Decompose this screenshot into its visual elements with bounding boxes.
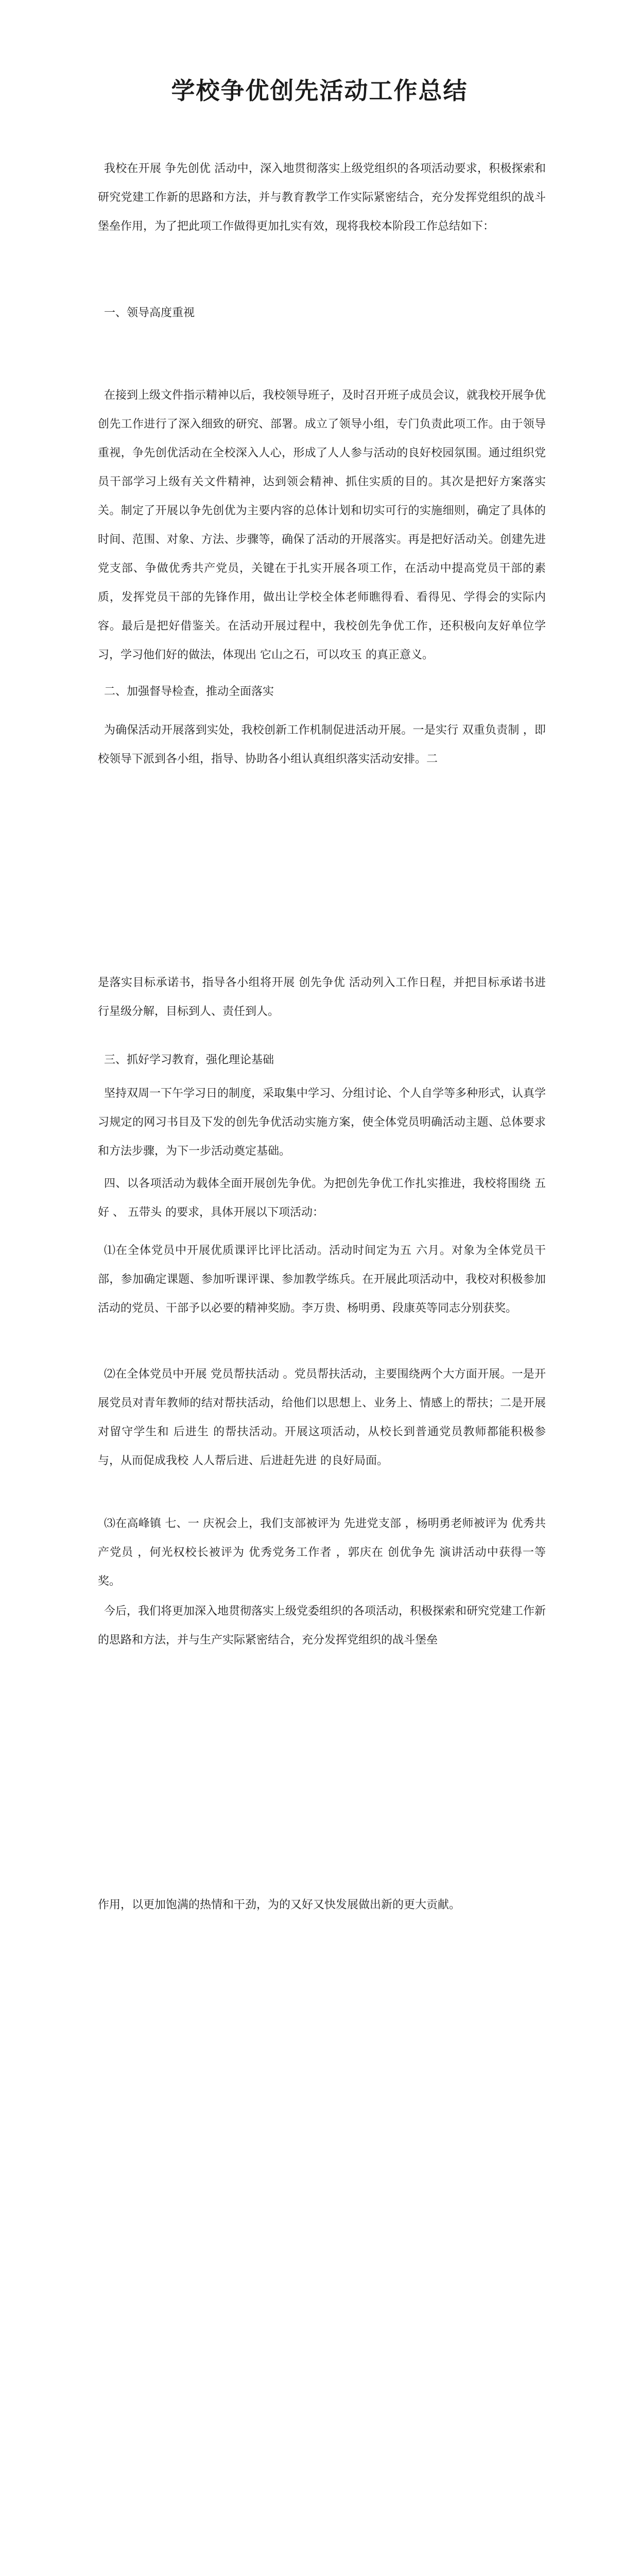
section-heading-4: 四、以各项活动为载体全面开展创先争优。为把创先争优工作扎实推进，我校将围绕 五好 、 五带头 的要求，具体开展以下项活动：	[98, 1177, 546, 1219]
intro-paragraph: 我校在开展 争先创优 活动中，深入地贯彻落实上级党组织的各项活动要求，积极探索和研究党建工作新的思路和方法，并与教育教学工作实际紧密结合，充分发挥党组织的战斗堡垒作用，为了把此项工作做得更加扎实有效，现将我校本阶段工作总结如下：	[98, 162, 546, 233]
closing-paragraph-b: 作用，以更加饱满的热情和干劲，为的又好又快发展做出新的更大贡献。	[98, 1899, 461, 1911]
section-heading-3: 三、抓好学习教育，强化理论基础	[104, 1054, 274, 1066]
body-paragraph-3: 坚持双周一下午学习日的制度，采取集中学习、分组讨论、个人自学等多种形式，认真学习规定的网习书目及下发的创先争优活动实施方案，使全体党员明确活动主题、总体要求和方法步骤，为下一步活动奠定基础。	[98, 1087, 546, 1158]
closing-paragraph-a: 今后，我们将更加深入地贯彻落实上级党委组织的各项活动，积极探索和研究党建工作新的思路和方法，并与生产实际紧密结合，充分发挥党组织的战斗堡垒	[98, 1605, 546, 1647]
document-title: 学校争优创先活动工作总结	[171, 77, 468, 105]
activity-item-2: ⑵在全体党员中开展 党员帮扶活动 。党员帮扶活动，主要围绕两个大方面开展。一是开展党员对青年教师的结对帮扶活动，给他们以思想上、业务上、情感上的帮扶；二是开展对留守学生和 后进生 的帮扶活动。开展这项活动，从校长到普通党员教师都能积极参与，从而促成我校 人人帮后进、后进赶先进 的良好局面。	[98, 1368, 546, 1467]
section-heading-1: 一、领导高度重视	[104, 307, 195, 319]
section-heading-2: 二、加强督导检查，推动全面落实	[104, 685, 274, 698]
body-paragraph-1: 在接到上级文件指示精神以后，我校领导班子，及时召开班子成员会议，就我校开展争优创先工作进行了深入细致的研究、部署。成立了领导小组，专门负责此项工作。由于领导重视，争先创优活动在全校深入人心，形成了人人参与活动的良好校园氛围。通过组织党员干部学习上级有关文件精神，达到领会精神、抓住实质的目的。其次是把好方案落实关。制定了开展以争先创优为主要内容的总体计划和切实可行的实施细则，确定了具体的时间、范围、对象、方法、步骤等，确保了活动的开展落实。再是把好活动关。创建先进党支部、争做优秀共产党员，关键在于扎实开展各项工作，在活动中提高党员干部的素质，发挥党员干部的先锋作用，做出让学校全体老师瞧得看、看得见、学得会的实际内容。最后是把好借鉴关。在活动开展过程中，我校创先争优工作，还积极向友好单位学习，学习他们好的做法，体现出 它山之石，可以攻玉 的真正意义。	[98, 389, 546, 662]
body-paragraph-2b: 是落实目标承诺书，指导各小组将开展 创先争优 活动列入工作日程，并把目标承诺书进行星级分解，目标到人、责任到人。	[98, 976, 546, 1018]
activity-item-3: ⑶在高峰镇 七、一 庆祝会上，我们支部被评为 先进党支部 ，杨明勇老师被评为 优秀共产党员 ，何光权校长被评为 优秀党务工作者 ，郭庆在 创优争先 演讲活动中获得一等奖。	[98, 1517, 546, 1588]
body-paragraph-2a: 为确保活动开展落到实处，我校创新工作机制促进活动开展。一是实行 双重负责制 ，即校领导下派到各小组，指导、协助各小组认真组织落实活动安排。二	[98, 724, 546, 766]
activity-item-1: ⑴在全体党员中开展优质课评比评比活动。活动时间定为五 六月。对象为全体党员干部，参加确定课题、参加听课评课、参加教学练兵。在开展此项活动中，我校对积极参加活动的党员、干部予以必要的精神奖励。李万贵、杨明勇、段康英等同志分别获奖。	[98, 1244, 546, 1315]
